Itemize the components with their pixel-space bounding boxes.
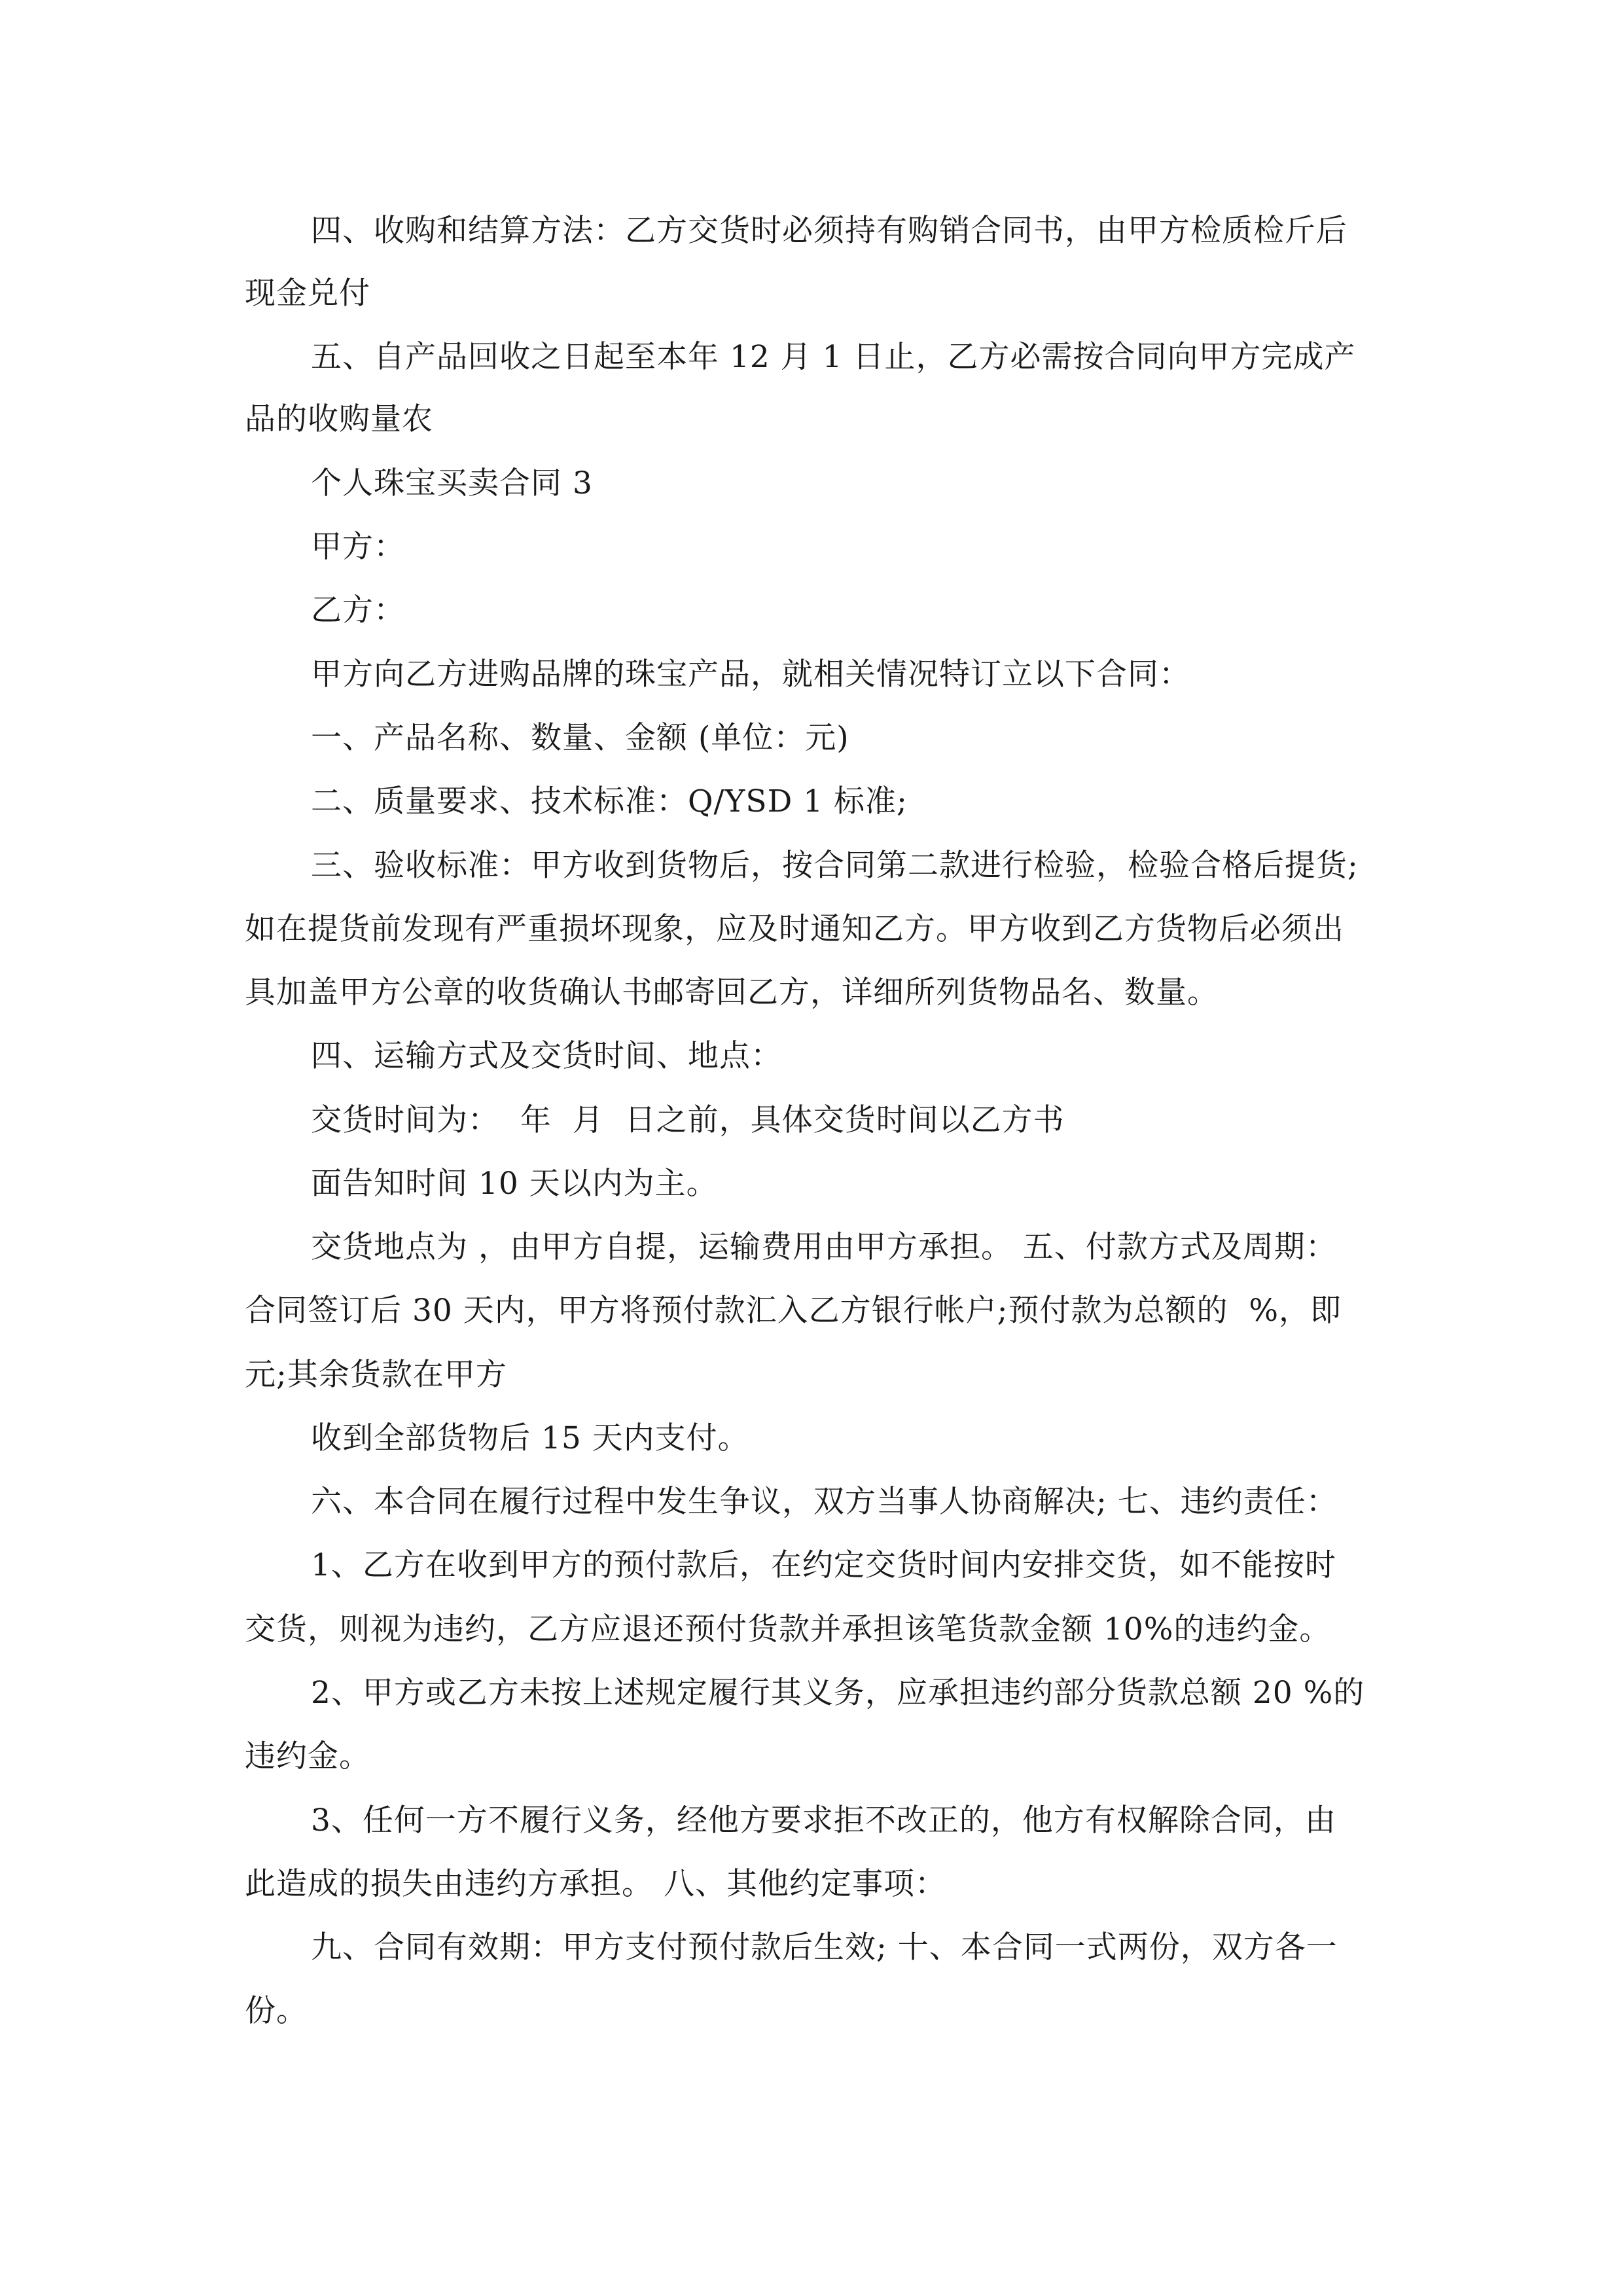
text-line: 如在提货前发现有严重损坏现象，应及时通知乙方。甲方收到乙方货物后必须出 [245, 911, 1344, 947]
text-line: 三、验收标准：甲方收到货物后，按合同第二款进行检验，检验合格后提货; [311, 848, 1359, 884]
text-line: 违约金。 [245, 1738, 370, 1774]
text-line: 2、甲方或乙方未按上述规定履行其义务，应承担违约部分货款总额 20 %的 [311, 1675, 1365, 1711]
section-title: 个人珠宝买卖合同 3 [311, 465, 593, 501]
text-line: 二、质量要求、技术标准：Q/YSD 1 标准; [311, 783, 908, 819]
text-line: 现金兑付 [245, 276, 370, 312]
text-line: 此造成的损失由违约方承担。 八、其他约定事项： [245, 1866, 946, 1902]
party-b-label: 乙方： [311, 592, 405, 628]
text-line: 六、本合同在履行过程中发生争议，双方当事人协商解决; 七、违约责任： [311, 1484, 1338, 1520]
text-line: 1、乙方在收到甲方的预付款后，在约定交货时间内安排交货，如不能按时 [311, 1547, 1336, 1583]
party-a-label: 甲方： [311, 529, 405, 565]
text-line: 一、产品名称、数量、金额 (单位：元) [311, 720, 849, 756]
text-line: 3、任何一方不履行义务，经他方要求拒不改正的，他方有权解除合同，由 [311, 1803, 1336, 1839]
text-line: 甲方向乙方进购品牌的珠宝产品，就相关情况特订立以下合同： [311, 656, 1190, 692]
text-line: 交货时间为： 年 月 日之前，具体交货时间以乙方书 [311, 1102, 1065, 1138]
text-line: 具加盖甲方公章的收货确认书邮寄回乙方，详细所列货物品名、数量。 [245, 975, 1219, 1011]
text-line: 交货，则视为违约，乙方应退还预付货款并承担该笔货款金额 10%的违约金。 [245, 1611, 1331, 1647]
text-line: 四、收购和结算方法：乙方交货时必须持有购销合同书，由甲方检质检斤后 [311, 213, 1347, 249]
text-line: 面告知时间 10 天以内为主。 [311, 1166, 718, 1202]
text-line: 收到全部货物后 15 天内支付。 [311, 1420, 749, 1456]
text-line: 元;其余货款在甲方 [245, 1357, 507, 1393]
text-line: 品的收购量农 [245, 401, 433, 437]
text-line: 交货地点为 ，由甲方自提，运输费用由甲方承担。 五、付款方式及周期： [311, 1229, 1337, 1265]
text-line: 四、运输方式及交货时间、地点： [311, 1038, 782, 1074]
text-line: 五、自产品回收之日起至本年 12 月 1 日止，乙方必需按合同向甲方完成产 [311, 339, 1356, 375]
text-line: 九、合同有效期：甲方支付预付款后生效; 十、本合同一式两份，双方各一 [311, 1929, 1338, 1965]
text-line: 合同签订后 30 天内，甲方将预付款汇入乙方银行帐户;预付款为总额的 %，即 [245, 1293, 1342, 1329]
text-line: 份。 [245, 1993, 308, 2029]
